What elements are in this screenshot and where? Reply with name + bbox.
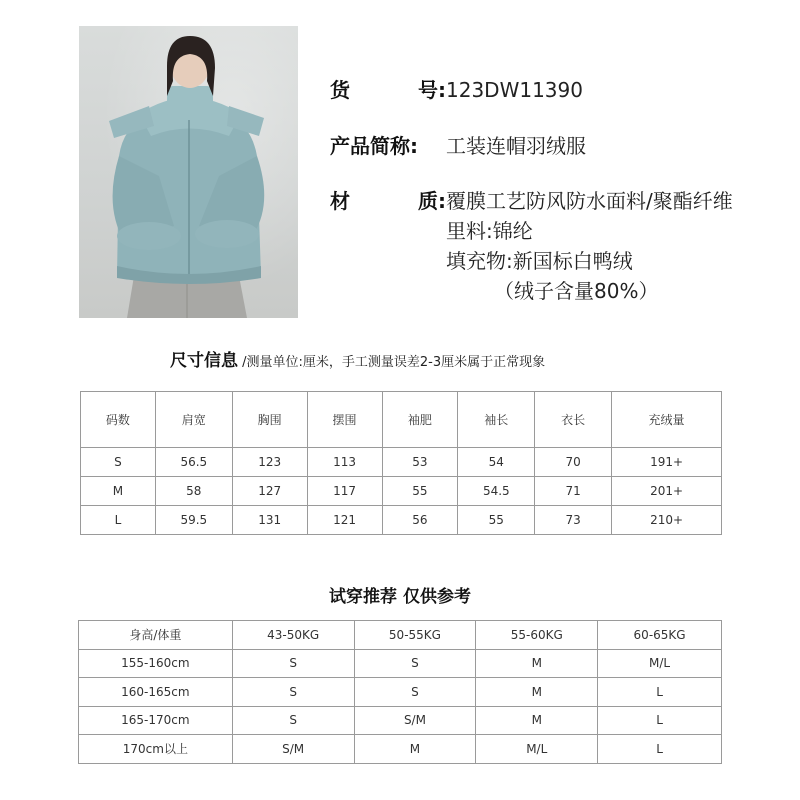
table-row xyxy=(81,477,722,506)
header-cell: 55-60KG xyxy=(476,621,598,650)
table-cell: 131 xyxy=(232,506,307,535)
table-row xyxy=(81,506,722,535)
material-lines xyxy=(446,186,733,306)
table-cell: L xyxy=(598,706,722,735)
header-cell: 60-65KG xyxy=(598,621,722,650)
header-cell: 袖长 xyxy=(458,392,535,448)
fit-table xyxy=(78,620,722,764)
table-cell: 55 xyxy=(458,506,535,535)
table-cell: 113 xyxy=(307,448,382,477)
table-cell: 59.5 xyxy=(155,506,232,535)
table-row xyxy=(81,448,722,477)
header-cell: 身高/体重 xyxy=(79,621,233,650)
table-cell: L xyxy=(81,506,156,535)
table-cell: 58 xyxy=(155,477,232,506)
product-photo xyxy=(79,26,298,318)
size-title-text: 尺寸信息 xyxy=(170,351,238,371)
table-cell: M xyxy=(81,477,156,506)
header-cell: 衣长 xyxy=(535,392,612,448)
table-row xyxy=(79,706,722,735)
table-cell: M xyxy=(476,706,598,735)
item-number-row xyxy=(330,75,583,105)
material-line: 覆膜工艺防风防水面料/聚酯纤维 xyxy=(446,189,733,213)
item-number-label: 货 号: xyxy=(330,78,446,102)
table-cell: 53 xyxy=(382,448,458,477)
table-cell: 55 xyxy=(382,477,458,506)
header-cell: 摆围 xyxy=(307,392,382,448)
fit-section-title: 试穿推荐 仅供参考 xyxy=(329,587,471,607)
header-cell: 袖肥 xyxy=(382,392,458,448)
size-section-title xyxy=(170,346,545,371)
material-row xyxy=(330,186,446,216)
table-cell: 210+ xyxy=(612,506,722,535)
header-cell: 50-55KG xyxy=(354,621,476,650)
header-cell: 充绒量 xyxy=(612,392,722,448)
table-cell: 71 xyxy=(535,477,612,506)
table-cell: 165-170cm xyxy=(79,706,233,735)
table-cell: 170cm以上 xyxy=(79,735,233,764)
table-cell: 56.5 xyxy=(155,448,232,477)
short-name-label: 产品简称: xyxy=(330,134,418,158)
table-cell: 191+ xyxy=(612,448,722,477)
table-cell: S xyxy=(232,706,354,735)
size-table-header xyxy=(81,392,722,448)
table-cell: L xyxy=(598,678,722,707)
header-cell: 胸围 xyxy=(232,392,307,448)
material-line: 填充物:新国标白鸭绒 xyxy=(446,249,633,273)
table-cell: S xyxy=(232,678,354,707)
table-cell: S/M xyxy=(232,735,354,764)
model-illustration xyxy=(79,26,298,318)
header-cell: 码数 xyxy=(81,392,156,448)
table-cell: 56 xyxy=(382,506,458,535)
table-cell: 73 xyxy=(535,506,612,535)
table-cell: L xyxy=(598,735,722,764)
header-cell: 肩宽 xyxy=(155,392,232,448)
table-row xyxy=(79,678,722,707)
table-cell: M xyxy=(476,678,598,707)
table-cell: 54 xyxy=(458,448,535,477)
size-title-note: /测量单位:厘米，手工测量误差2-3厘米属于正常现象 xyxy=(238,355,546,370)
table-cell: M xyxy=(476,649,598,678)
fit-table-header xyxy=(79,621,722,650)
table-cell: 201+ xyxy=(612,477,722,506)
table-cell: 70 xyxy=(535,448,612,477)
table-cell: S xyxy=(354,649,476,678)
table-cell: S xyxy=(232,649,354,678)
size-table xyxy=(80,391,722,535)
table-cell: 155-160cm xyxy=(79,649,233,678)
item-number-value: 123DW11390 xyxy=(446,78,583,102)
table-cell: S xyxy=(81,448,156,477)
table-cell: 127 xyxy=(232,477,307,506)
table-cell: 160-165cm xyxy=(79,678,233,707)
short-name-row xyxy=(330,131,586,161)
table-cell: S/M xyxy=(354,706,476,735)
header-cell: 43-50KG xyxy=(232,621,354,650)
table-row xyxy=(79,735,722,764)
material-line: 里料:锦纶 xyxy=(446,219,533,243)
material-line: （绒子含量80%） xyxy=(494,279,659,303)
table-cell: 123 xyxy=(232,448,307,477)
table-cell: S xyxy=(354,678,476,707)
short-name-value: 工装连帽羽绒服 xyxy=(446,134,586,158)
table-row xyxy=(79,649,722,678)
table-cell: M xyxy=(354,735,476,764)
table-cell: 54.5 xyxy=(458,477,535,506)
table-cell: 117 xyxy=(307,477,382,506)
table-cell: 121 xyxy=(307,506,382,535)
table-cell: M/L xyxy=(598,649,722,678)
table-cell: M/L xyxy=(476,735,598,764)
material-label: 材 质: xyxy=(330,189,446,213)
